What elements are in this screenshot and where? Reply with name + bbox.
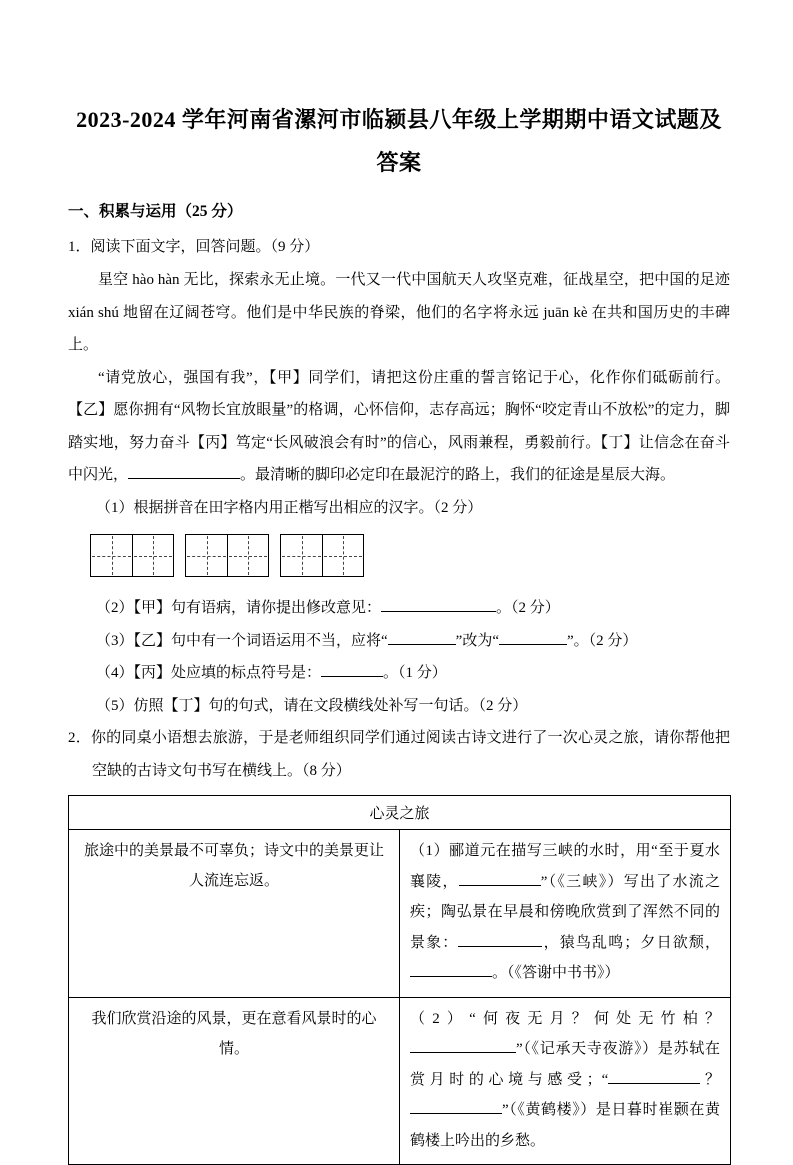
answer-blank — [410, 964, 492, 977]
answer-blank — [410, 1040, 516, 1053]
table-row — [69, 997, 731, 1165]
table-header-row — [69, 796, 731, 830]
quote-1-text-1: （1）郦道元在描写三峡的水时，用“至于夏水襄陵， — [410, 843, 720, 890]
tianzige-group — [185, 534, 269, 577]
answer-blank — [499, 632, 567, 645]
sub-question-3-text-b: ”改为“ — [455, 632, 499, 649]
exam-title: 2023-2024 学年河南省漯河市临颍县八年级上学期期中语文试题及答案 — [76, 107, 722, 175]
tianzige-cell — [132, 535, 173, 576]
answer-blank — [321, 664, 383, 677]
sub-question-1: （1）根据拼音在田字格内用正楷写出相应的汉字。（2 分） — [96, 499, 483, 516]
tianzige-cell — [281, 535, 322, 576]
answer-blank — [381, 599, 496, 612]
passage-paragraph-1: 星空 hào hàn 无比，探索永无止境。一代又一代中国航天人攻坚克难，征战星空，把中国的足迹 xián shú 地留在辽阔苍穹。他们是中华民族的脊梁，他们的名字将永远 juān kè 在共和国历史的丰碑上。 — [68, 272, 730, 353]
passage-paragraph-2 — [68, 362, 730, 492]
answer-blank — [388, 632, 456, 645]
tianzige-cell — [91, 535, 132, 576]
passage-paragraph-2-text-before: “请党放心，强国有我”，【甲】同学们，请把这份庄重的誓言铭记于心，化作你们砥砺前行。【乙】愿你拥有“风物长宜放眼量”的格调，心怀信仰，志存高远；胸怀“咬定青山不放松”的定力，脚踏实地，努力奋斗【丙】笃定“长风破浪会有时”的信心，风雨兼程，勇毅前行。【丁】让信念在奋斗中闪光， — [68, 369, 730, 483]
sub-question-2-text-b: 。（2 分） — [496, 600, 560, 616]
tianzige-cell — [322, 535, 363, 576]
sub-question-2 — [68, 592, 730, 625]
sub-question-2-text-a: （2）【甲】句有语病，请你提出修改意见： — [96, 600, 382, 616]
answer-blank — [128, 466, 240, 479]
question-1-stem: 1．阅读下面文字，回答问题。（9 分） — [68, 239, 320, 255]
answer-blank — [458, 934, 542, 947]
sub-question-4 — [68, 657, 730, 690]
sub-question-4-text-b: 。（1 分） — [383, 665, 447, 681]
tianzige-cell — [227, 535, 268, 576]
answer-blank — [608, 1071, 700, 1084]
answer-blank — [459, 873, 541, 886]
table-cell-quote-1 — [400, 830, 731, 998]
sub-question-3-text-c: ”。（2 分） — [567, 632, 638, 649]
quote-1-text-3: ，猿鸟乱鸣；夕日欲颓， — [542, 934, 720, 951]
question-2-stem: 2．你的同桌小语想去旅游，于是老师组织同学们通过阅读古诗文进行了一次心灵之旅，请你帮他把空缺的古诗文句书写在横线上。（8 分） — [68, 730, 730, 779]
section-heading: 一、积累与运用（25 分） — [68, 203, 243, 220]
table-cell-theme-1: 旅途中的美景最不可辜负；诗文中的美景更让人流连忘返。 — [69, 830, 400, 998]
quote-2-text-3: ？ — [700, 1071, 720, 1088]
passage-paragraph-2-text-after: 。最清晰的脚印必定印在最泥泞的路上，我们的征途是星辰大海。 — [240, 467, 676, 483]
sub-question-4-text-a: （4）【丙】处应填的标点符号是： — [96, 665, 322, 681]
tianzige-group — [280, 534, 364, 577]
tianzige-row — [90, 534, 730, 577]
table-title: 心灵之旅 — [69, 796, 731, 830]
table-cell-quote-2 — [400, 997, 731, 1165]
quote-2-text-1: （2）“何夜无月？何处无竹柏？ — [410, 1010, 720, 1027]
poetry-table — [68, 795, 731, 1165]
table-row — [69, 830, 731, 998]
quote-2-text-2: ”（《记承天寺夜游》）是苏轼在赏月时的心境与感受；“ — [410, 1041, 720, 1088]
quote-2-text-4: ”（《黄鹤楼》）是日暮时崔颢在黄鹤楼上吟出的乡愁。 — [410, 1102, 720, 1149]
sub-question-3-text-a: （3）【乙】句中有一个词语运用不当，应将“ — [96, 632, 388, 649]
tianzige-group — [90, 534, 174, 577]
quote-1-text-4: 。（《答谢中书书》） — [492, 965, 620, 981]
sub-question-3 — [68, 625, 730, 658]
tianzige-cell — [186, 535, 227, 576]
sub-question-5: （5）仿照【丁】句的句式，请在文段横线处补写一句话。（2 分） — [96, 697, 528, 714]
table-cell-theme-2: 我们欣赏沿途的风景，更在意看风景时的心情。 — [69, 997, 400, 1165]
answer-blank — [410, 1101, 502, 1114]
quote-1-text-2: ”（《三峡》）写出了水流之疾；陶弘景在早晨和傍晚欣赏到了浑然不同的景象： — [410, 873, 720, 951]
